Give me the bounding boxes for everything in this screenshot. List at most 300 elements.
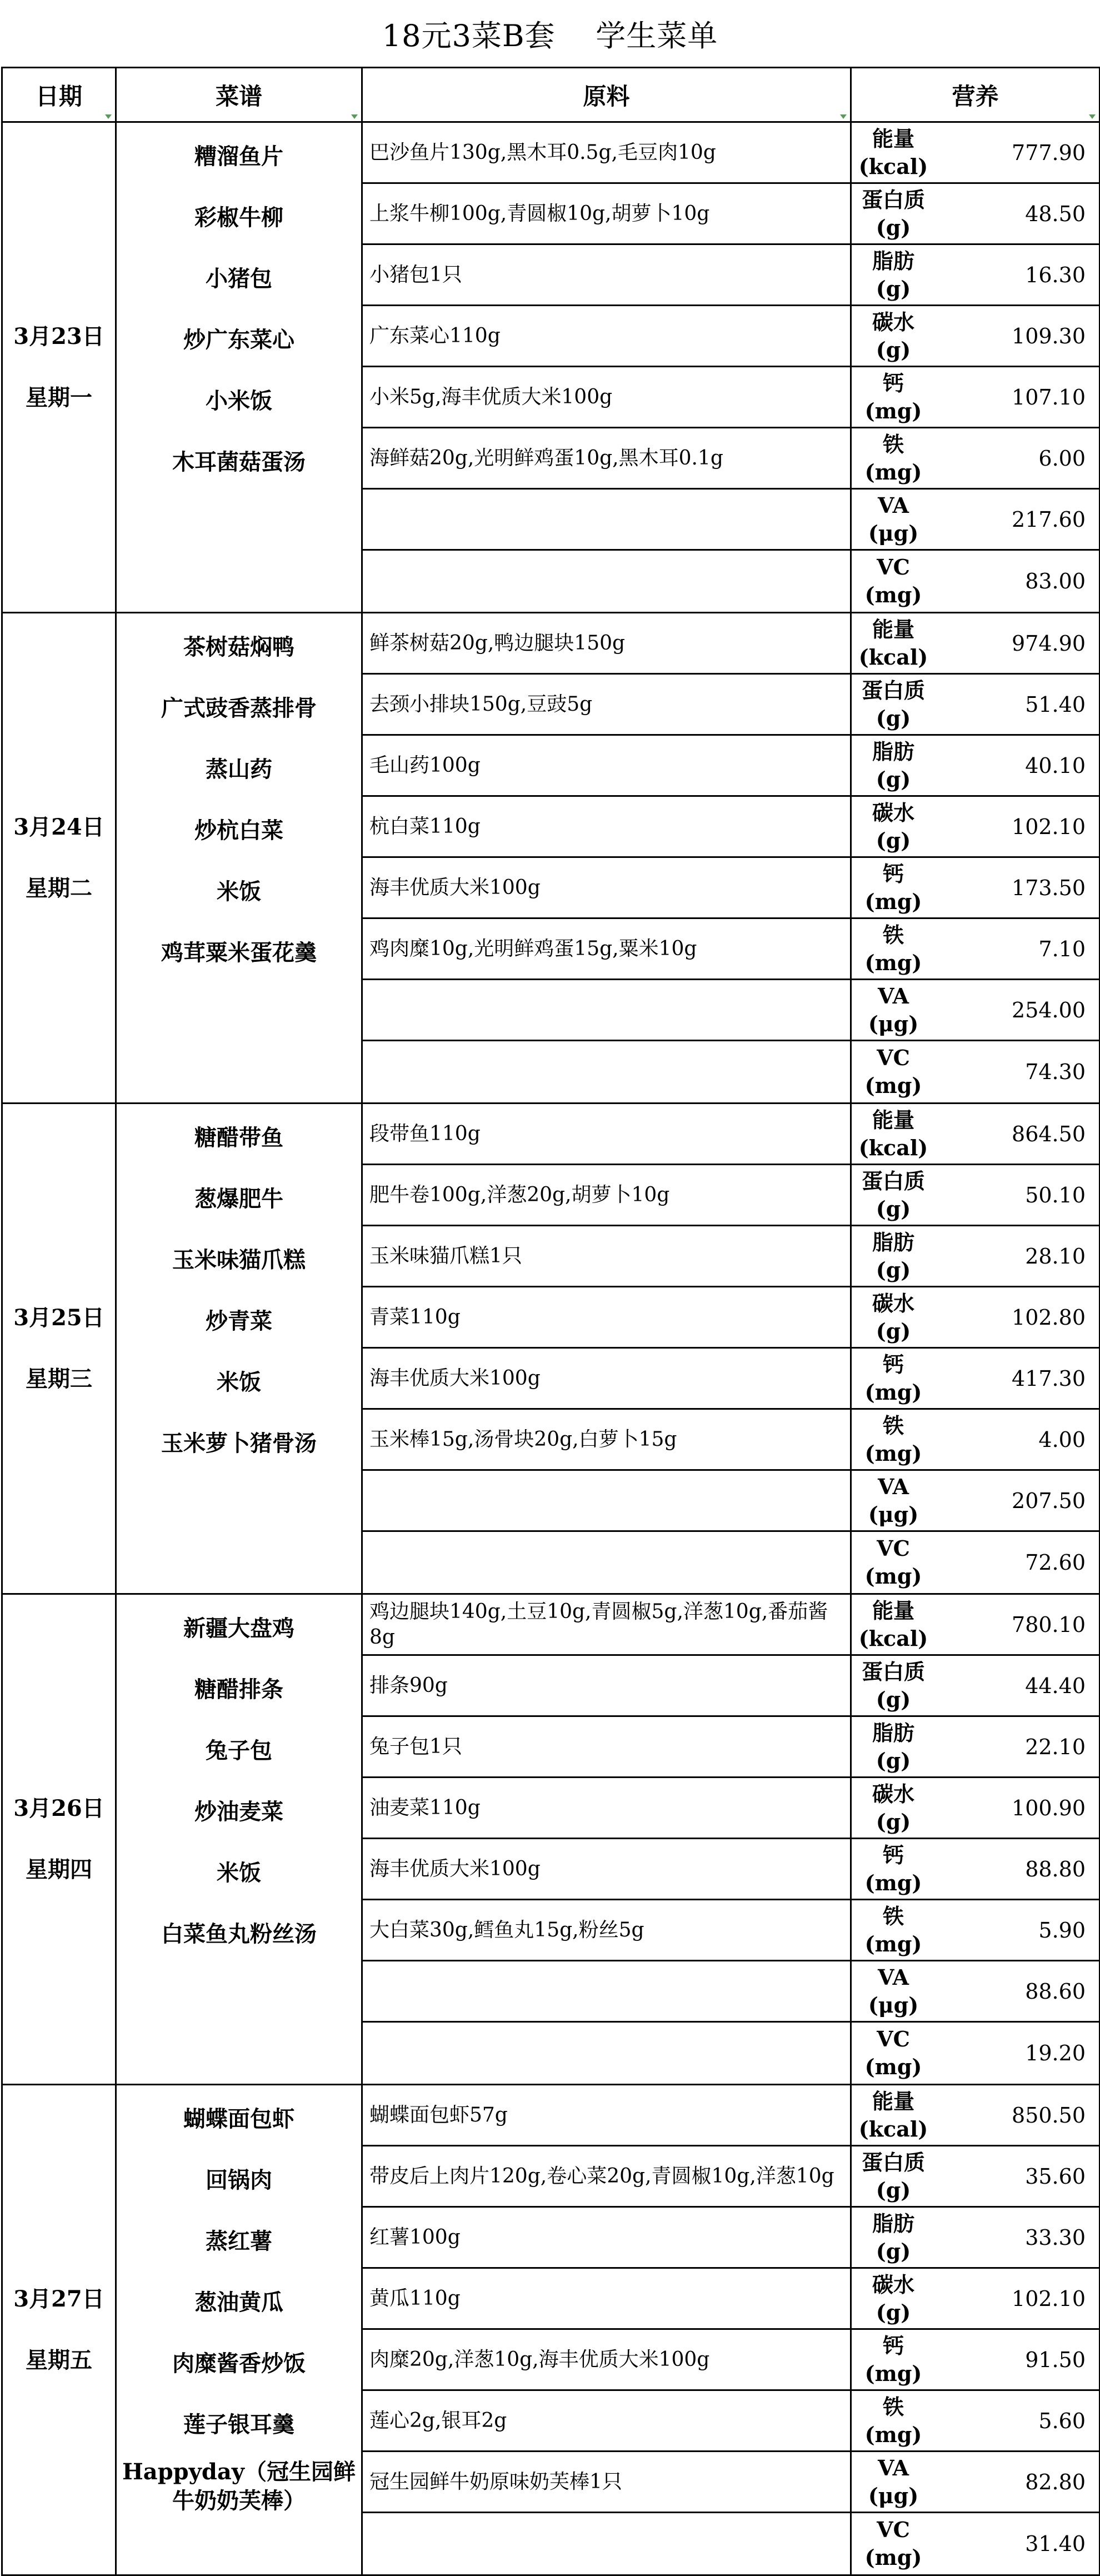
nutrient-name: 脂肪 xyxy=(872,1720,914,1745)
nutrient-unit: (g) xyxy=(876,827,911,853)
nutrient-unit: (g) xyxy=(876,337,911,362)
weekday-label: 星期二 xyxy=(26,875,92,901)
nutrition-row[interactable] xyxy=(852,1839,1099,1900)
nutrition-cell xyxy=(851,122,1100,613)
nutrition-row[interactable] xyxy=(852,736,1099,797)
nutrition-row[interactable] xyxy=(852,2085,1099,2146)
nutrient-label xyxy=(852,1903,935,1958)
nutrient-unit: (g) xyxy=(876,1318,911,1344)
ingredients-cell xyxy=(362,613,851,1104)
nutrient-unit: (g) xyxy=(876,766,911,792)
nutrient-unit: (g) xyxy=(876,214,911,240)
dishes-cell[interactable] xyxy=(116,1104,362,1594)
weekday-label: 星期三 xyxy=(26,1366,92,1392)
nutrient-label xyxy=(852,1964,935,2019)
nutrient-unit: (g) xyxy=(876,705,911,731)
nutrient-name: 能量 xyxy=(872,1597,914,1623)
nutrient-unit: (mg) xyxy=(864,2360,922,2386)
nutrition-row[interactable] xyxy=(852,2146,1099,2208)
nutrient-value: 35.60 xyxy=(1025,2164,1086,2189)
nutrient-label xyxy=(852,1106,935,1162)
dish-name: 米饭 xyxy=(217,878,261,905)
nutrition-row[interactable] xyxy=(852,1165,1099,1226)
nutrition-row[interactable] xyxy=(852,490,1099,551)
dish-name: 炒油麦菜 xyxy=(194,1799,283,1825)
ingredient-line[interactable] xyxy=(363,490,850,551)
nutrient-label xyxy=(852,2516,935,2572)
dish-name: 蝴蝶面包虾 xyxy=(183,2106,294,2132)
date-cell[interactable] xyxy=(2,1594,116,2085)
nutrition-cell xyxy=(851,2085,1100,2575)
nutrition-row[interactable] xyxy=(852,428,1099,490)
dishes-cell[interactable] xyxy=(116,1594,362,2085)
dish-name: 肉糜酱香炒饭 xyxy=(172,2350,306,2377)
page-title xyxy=(0,11,1100,61)
nutrient-unit: (mg) xyxy=(864,2545,922,2570)
ingredient-line[interactable] xyxy=(363,1961,850,2023)
nutrient-value: 864.50 xyxy=(1012,1121,1086,1146)
ingredient-line[interactable]: 青菜110g xyxy=(363,1287,850,1349)
ingredient-line[interactable]: 肥牛卷100g,洋葱20g,胡萝卜10g xyxy=(363,1165,850,1226)
nutrient-value: 780.10 xyxy=(1012,1612,1086,1637)
dish-name: 葱爆肥牛 xyxy=(194,1186,283,1212)
nutrient-value: 40.10 xyxy=(1025,753,1086,778)
nutrient-name: VA xyxy=(877,983,909,1009)
nutrient-value: 4.00 xyxy=(1038,1427,1086,1452)
day-row xyxy=(2,2085,1100,2575)
nutrient-unit: (mg) xyxy=(864,398,922,423)
nutrient-value: 91.50 xyxy=(1025,2347,1086,2372)
nutrient-label xyxy=(852,2271,935,2327)
nutrient-label xyxy=(852,2332,935,2388)
nutrient-label xyxy=(852,1290,935,1345)
dish-name: 小米饭 xyxy=(206,388,272,414)
nutrient-name: 碳水 xyxy=(872,1781,914,1806)
nutrition-row[interactable] xyxy=(852,1961,1099,2023)
nutrient-label xyxy=(852,1535,935,1590)
nutrient-name: 脂肪 xyxy=(872,1229,914,1255)
nutrient-label xyxy=(852,1167,935,1223)
nutrient-unit: (μg) xyxy=(868,2483,919,2508)
nutrition-row[interactable] xyxy=(852,797,1099,858)
nutrient-name: 能量 xyxy=(872,616,914,642)
ingredient-line[interactable]: 黄瓜110g xyxy=(363,2269,850,2330)
nutrient-value: 31.40 xyxy=(1025,2532,1086,2556)
day-row xyxy=(2,613,1100,1104)
header-menu-label: 菜谱 xyxy=(215,82,262,110)
dish-list xyxy=(117,1104,361,1474)
ingredient-line[interactable] xyxy=(363,980,850,1041)
nutrient-name: 蛋白质 xyxy=(861,677,925,703)
nutrient-unit: (mg) xyxy=(864,1931,922,1956)
nutrient-name: VC xyxy=(877,2517,910,2542)
nutrient-label xyxy=(852,2149,935,2204)
nutrient-unit: (μg) xyxy=(868,1992,919,2018)
date-label: 3月23日 xyxy=(13,323,104,350)
nutrient-label xyxy=(852,2454,935,2510)
day-row xyxy=(2,1594,1100,2085)
date-label: 3月25日 xyxy=(13,1305,104,1331)
nutrition-row[interactable] xyxy=(852,1595,1099,1656)
nutrition-row[interactable] xyxy=(852,919,1099,980)
nutrition-row[interactable] xyxy=(852,2391,1099,2452)
nutrient-value: 5.60 xyxy=(1038,2408,1086,2433)
nutrient-value: 44.40 xyxy=(1025,1673,1086,1698)
ingredient-line[interactable]: 兔子包1只 xyxy=(363,1717,850,1778)
nutrient-name: 能量 xyxy=(872,126,914,151)
ingredient-line[interactable] xyxy=(363,2513,850,2574)
nutrient-label xyxy=(852,186,935,242)
nutrient-label xyxy=(852,860,935,916)
nutrition-row[interactable] xyxy=(852,306,1099,367)
dish-name: 回锅肉 xyxy=(206,2167,272,2193)
nutrient-unit: (mg) xyxy=(864,582,922,607)
nutrient-label xyxy=(852,2210,935,2265)
nutrition-row[interactable] xyxy=(852,1717,1099,1778)
header-date-label: 日期 xyxy=(35,82,82,110)
dish-name: 彩椒牛柳 xyxy=(194,204,283,231)
nutrient-label xyxy=(852,799,935,855)
ingredient-line[interactable] xyxy=(363,1471,850,1532)
nutrient-unit: (g) xyxy=(876,1257,911,1282)
ingredient-line[interactable]: 海丰优质大米100g xyxy=(363,1349,850,1410)
header-row xyxy=(2,68,1100,122)
nutrient-name: VC xyxy=(877,2026,910,2051)
nutrient-name: 蛋白质 xyxy=(861,2149,925,2175)
ingredients-cell xyxy=(362,2085,851,2575)
dish-name: 小猪包 xyxy=(206,266,272,292)
nutrition-row[interactable] xyxy=(852,2023,1099,2084)
nutrient-value: 417.30 xyxy=(1012,1366,1086,1391)
dish-name: 鸡茸粟米蛋花羹 xyxy=(161,940,317,966)
dish-name: 玉米萝卜猪骨汤 xyxy=(161,1430,317,1456)
dish-name: 兔子包 xyxy=(206,1738,272,1764)
weekday-label: 星期五 xyxy=(26,2347,92,2373)
nutrition-row[interactable] xyxy=(852,2513,1099,2574)
dish-name: 葱油黄瓜 xyxy=(194,2289,283,2315)
nutrition-row[interactable] xyxy=(852,184,1099,245)
nutrient-label xyxy=(852,1412,935,1467)
dish-name: 蒸山药 xyxy=(206,756,272,782)
nutrition-row[interactable] xyxy=(852,1656,1099,1717)
nutrition-row[interactable] xyxy=(852,1471,1099,1532)
ingredient-line[interactable]: 去颈小排块150g,豆豉5g xyxy=(363,675,850,736)
nutrient-label xyxy=(852,1351,935,1406)
filter-dropdown-icon[interactable] xyxy=(105,114,112,119)
nutrient-label xyxy=(852,492,935,547)
nutrient-unit: (mg) xyxy=(864,1564,922,1589)
header-ingredients[interactable] xyxy=(362,68,851,122)
ingredient-line[interactable] xyxy=(363,1041,850,1102)
nutrient-value: 22.10 xyxy=(1025,1734,1086,1759)
menu-body xyxy=(2,122,1100,2575)
ingredients-cell xyxy=(362,1594,851,2085)
nutrient-value: 88.60 xyxy=(1025,1979,1086,2004)
nutrition-row[interactable] xyxy=(852,858,1099,919)
nutrient-value: 51.40 xyxy=(1025,692,1086,717)
ingredient-line[interactable]: 广东菜心110g xyxy=(363,306,850,367)
nutrient-value: 974.90 xyxy=(1012,631,1086,656)
nutrient-unit: (mg) xyxy=(864,888,922,914)
dishes-cell[interactable] xyxy=(116,613,362,1104)
header-nutrition-label: 营养 xyxy=(952,82,999,110)
dish-name: 炒广东菜心 xyxy=(183,327,294,353)
nutrition-row[interactable] xyxy=(852,1041,1099,1102)
ingredient-line[interactable]: 毛山药100g xyxy=(363,736,850,797)
nutrient-value: 33.30 xyxy=(1025,2225,1086,2250)
nutrient-value: 217.60 xyxy=(1012,507,1086,532)
nutrition-row[interactable] xyxy=(852,1900,1099,1961)
date-cell[interactable] xyxy=(2,1104,116,1594)
menu-table xyxy=(1,67,1100,2576)
nutrient-name: 钙 xyxy=(882,861,904,886)
nutrition-row[interactable] xyxy=(852,2330,1099,2391)
nutrient-value: 254.00 xyxy=(1012,997,1086,1022)
nutrient-value: 777.90 xyxy=(1012,140,1086,165)
nutrient-label xyxy=(852,2393,935,2449)
date-cell[interactable] xyxy=(2,613,116,1104)
ingredient-line[interactable]: 肉糜20g,洋葱10g,海丰优质大米100g xyxy=(363,2330,850,2391)
nutrient-label xyxy=(852,1658,935,1714)
nutrition-row[interactable] xyxy=(852,367,1099,428)
header-menu[interactable] xyxy=(116,68,362,122)
nutrient-label xyxy=(852,1473,935,1529)
nutrition-row[interactable] xyxy=(852,551,1099,612)
ingredient-line[interactable]: 上浆牛柳100g,青圆椒10g,胡萝卜10g xyxy=(363,184,850,245)
nutrient-name: 铁 xyxy=(882,431,904,457)
nutrient-label xyxy=(852,1597,935,1653)
dish-name: 广式豉香蒸排骨 xyxy=(161,695,317,721)
nutrient-label xyxy=(852,1719,935,1775)
nutrient-value: 48.50 xyxy=(1025,201,1086,226)
nutrient-name: VA xyxy=(877,492,909,518)
nutrient-label xyxy=(852,1780,935,1836)
nutrient-value: 7.10 xyxy=(1038,936,1086,961)
nutrition-row[interactable] xyxy=(852,2269,1099,2330)
nutrient-name: 钙 xyxy=(882,370,904,396)
filter-dropdown-icon[interactable] xyxy=(840,114,847,119)
dish-name: 茶树菇焖鸭 xyxy=(183,634,294,660)
nutrient-value: 102.10 xyxy=(1012,814,1086,839)
nutrition-row[interactable] xyxy=(852,1104,1099,1165)
nutrient-name: 脂肪 xyxy=(872,738,914,764)
ingredient-line[interactable] xyxy=(363,2023,850,2084)
dishes-cell[interactable] xyxy=(116,122,362,613)
date-cell[interactable] xyxy=(2,2085,116,2575)
ingredient-line[interactable]: 段带鱼110g xyxy=(363,1104,850,1165)
nutrient-unit: (g) xyxy=(876,1196,911,1221)
dish-name: 蒸红薯 xyxy=(206,2228,272,2254)
nutrient-value: 207.50 xyxy=(1012,1488,1086,1513)
ingredient-line[interactable]: 鸡肉糜10g,光明鲜鸡蛋15g,粟米10g xyxy=(363,919,850,980)
dishes-cell[interactable] xyxy=(116,2085,362,2575)
ingredient-line[interactable]: 鸡边腿块140g,土豆10g,青圆椒5g,洋葱10g,番茄酱8g xyxy=(363,1595,850,1656)
nutrient-unit: (g) xyxy=(876,1748,911,1773)
header-date[interactable] xyxy=(2,68,116,122)
nutrient-value: 173.50 xyxy=(1012,875,1086,900)
nutrient-unit: (kcal) xyxy=(858,644,928,670)
nutrition-row[interactable] xyxy=(852,1532,1099,1593)
nutrient-name: 蛋白质 xyxy=(861,1168,925,1194)
dish-name: 米饭 xyxy=(217,1860,261,1886)
nutrient-value: 82.80 xyxy=(1025,2469,1086,2494)
ingredient-line[interactable]: 巴沙鱼片130g,黑木耳0.5g,毛豆肉10g xyxy=(363,123,850,184)
nutrient-unit: (kcal) xyxy=(858,153,928,179)
ingredient-line[interactable]: 玉米味猫爪糕1只 xyxy=(363,1226,850,1287)
nutrient-name: 钙 xyxy=(882,1351,904,1377)
nutrient-unit: (mg) xyxy=(864,2422,922,2447)
dish-name: 糟溜鱼片 xyxy=(194,143,283,169)
nutrient-name: 蛋白质 xyxy=(861,1659,925,1684)
nutrient-label xyxy=(852,431,935,486)
nutrient-label xyxy=(852,553,935,609)
ingredient-line[interactable]: 鲜茶树菇20g,鸭边腿块150g xyxy=(363,613,850,675)
nutrient-name: 能量 xyxy=(872,1107,914,1132)
ingredient-line[interactable]: 带皮后上肉片120g,卷心菜20g,青圆椒10g,洋葱10g xyxy=(363,2146,850,2208)
nutrient-unit: (mg) xyxy=(864,1073,922,1098)
header-nutrition[interactable] xyxy=(851,68,1100,122)
ingredient-line[interactable]: 莲心2g,银耳2g xyxy=(363,2391,850,2452)
nutrient-label xyxy=(852,308,935,364)
ingredient-line[interactable]: 小猪包1只 xyxy=(363,245,850,306)
nutrient-label xyxy=(852,125,935,181)
ingredient-line[interactable]: 冠生园鲜牛奶原味奶芙棒1只 xyxy=(363,2452,850,2513)
nutrient-name: VC xyxy=(877,1045,910,1070)
date-cell[interactable] xyxy=(2,122,116,613)
nutrient-unit: (mg) xyxy=(864,1870,922,1895)
nutrient-unit: (g) xyxy=(876,1686,911,1712)
dish-list xyxy=(117,1595,361,1965)
nutrition-row[interactable] xyxy=(852,1287,1099,1349)
nutrition-row[interactable] xyxy=(852,980,1099,1041)
nutrition-row[interactable] xyxy=(852,2452,1099,2513)
nutrient-label xyxy=(852,677,935,732)
nutrient-value: 72.60 xyxy=(1025,1550,1086,1575)
day-row xyxy=(2,1104,1100,1594)
dish-list xyxy=(117,613,361,984)
nutrient-unit: (mg) xyxy=(864,950,922,975)
dish-name: Happyday（冠生园鲜牛奶奶芙棒） xyxy=(122,2459,356,2514)
nutrient-value: 6.00 xyxy=(1038,446,1086,471)
day-row xyxy=(2,122,1100,613)
nutrient-value: 74.30 xyxy=(1025,1060,1086,1084)
date-label: 3月24日 xyxy=(13,814,104,840)
nutrient-value: 102.80 xyxy=(1012,1305,1086,1330)
nutrient-name: 碳水 xyxy=(872,309,914,335)
nutrient-name: VC xyxy=(877,1536,910,1561)
nutrient-name: 钙 xyxy=(882,1842,904,1868)
nutrient-label xyxy=(852,921,935,977)
date-label: 3月26日 xyxy=(13,1795,104,1821)
nutrition-row[interactable] xyxy=(852,123,1099,184)
nutrient-value: 16.30 xyxy=(1025,262,1086,287)
ingredient-line[interactable]: 杭白菜110g xyxy=(363,797,850,858)
nutrient-value: 5.90 xyxy=(1038,1918,1086,1943)
dish-name: 莲子银耳羹 xyxy=(183,2412,294,2438)
nutrition-row[interactable] xyxy=(852,1226,1099,1287)
ingredient-line[interactable]: 排条90g xyxy=(363,1656,850,1717)
ingredients-cell xyxy=(362,1104,851,1594)
nutrient-unit: (mg) xyxy=(864,459,922,485)
ingredient-line[interactable]: 大白菜30g,鳕鱼丸15g,粉丝5g xyxy=(363,1900,850,1961)
weekday-label: 星期四 xyxy=(26,1856,92,1883)
nutrient-name: 脂肪 xyxy=(872,2210,914,2236)
dish-name: 糖醋排条 xyxy=(194,1676,283,1703)
nutrient-unit: (g) xyxy=(876,2299,911,2325)
nutrient-label xyxy=(852,2088,935,2143)
weekday-label: 星期一 xyxy=(26,385,92,411)
nutrition-row[interactable] xyxy=(852,675,1099,736)
dish-name: 玉米味猫爪糕 xyxy=(172,1247,306,1273)
nutrient-unit: (mg) xyxy=(864,1379,922,1405)
filter-dropdown-icon[interactable] xyxy=(1089,114,1096,119)
nutrition-row[interactable] xyxy=(852,1410,1099,1471)
nutrition-row[interactable] xyxy=(852,2208,1099,2269)
nutrition-row[interactable] xyxy=(852,613,1099,675)
nutrient-name: 能量 xyxy=(872,2088,914,2114)
nutrient-value: 102.10 xyxy=(1012,2286,1086,2311)
nutrient-unit: (g) xyxy=(876,276,911,301)
nutrient-label xyxy=(852,247,935,303)
nutrient-name: 碳水 xyxy=(872,1290,914,1316)
nutrient-name: 蛋白质 xyxy=(861,187,925,212)
ingredient-line[interactable]: 玉米棒15g,汤骨块20g,白萝卜15g xyxy=(363,1410,850,1471)
nutrient-unit: (μg) xyxy=(868,1501,919,1527)
dish-name: 米饭 xyxy=(217,1369,261,1395)
nutrient-label xyxy=(852,370,935,425)
nutrient-name: 碳水 xyxy=(872,800,914,825)
ingredient-line[interactable]: 小米5g,海丰优质大米100g xyxy=(363,367,850,428)
nutrient-value: 83.00 xyxy=(1025,569,1086,593)
nutrient-label xyxy=(852,1044,935,1100)
nutrient-label xyxy=(852,738,935,793)
nutrition-cell xyxy=(851,1104,1100,1594)
nutrient-name: VA xyxy=(877,2455,909,2480)
nutrition-row[interactable] xyxy=(852,1349,1099,1410)
nutrient-label xyxy=(852,982,935,1038)
nutrient-unit: (kcal) xyxy=(858,1625,928,1651)
nutrient-label xyxy=(852,2025,935,2081)
dish-name: 炒杭白菜 xyxy=(194,817,283,843)
dish-list xyxy=(117,123,361,493)
nutrient-unit: (g) xyxy=(876,1809,911,1834)
nutrient-label xyxy=(852,616,935,671)
ingredient-line[interactable]: 红薯100g xyxy=(363,2208,850,2269)
filter-dropdown-icon[interactable] xyxy=(351,114,358,119)
nutrient-unit: (mg) xyxy=(864,1440,922,1466)
ingredient-line[interactable]: 蝴蝶面包虾57g xyxy=(363,2085,850,2146)
nutrient-value: 100.90 xyxy=(1012,1795,1086,1820)
ingredient-line[interactable]: 海丰优质大米100g xyxy=(363,1839,850,1900)
nutrition-row[interactable] xyxy=(852,1778,1099,1839)
nutrition-row[interactable] xyxy=(852,245,1099,306)
header-ingredients-label: 原料 xyxy=(583,82,630,110)
nutrient-name: 铁 xyxy=(882,1412,904,1438)
nutrient-name: VA xyxy=(877,1474,909,1499)
nutrient-value: 50.10 xyxy=(1025,1182,1086,1207)
ingredient-line[interactable]: 油麦菜110g xyxy=(363,1778,850,1839)
dish-name: 炒青菜 xyxy=(206,1308,272,1334)
nutrient-name: 铁 xyxy=(882,2394,904,2419)
ingredient-line[interactable] xyxy=(363,1532,850,1593)
ingredient-line[interactable]: 海鲜菇20g,光明鲜鸡蛋10g,黑木耳0.1g xyxy=(363,428,850,490)
nutrient-name: VA xyxy=(877,1964,909,1990)
menu-audience: 学生菜单 xyxy=(596,18,718,53)
nutrient-label xyxy=(852,1841,935,1897)
ingredient-line[interactable] xyxy=(363,551,850,612)
dish-name: 白菜鱼丸粉丝汤 xyxy=(161,1921,317,1947)
ingredient-line[interactable]: 海丰优质大米100g xyxy=(363,858,850,919)
